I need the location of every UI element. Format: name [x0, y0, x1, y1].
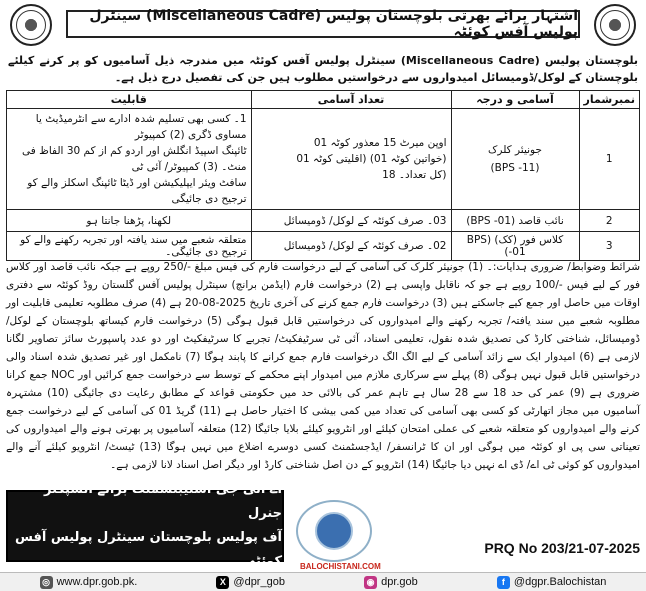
post-name: جونیئر کلرک — [488, 144, 542, 156]
terms-and-conditions: شرائط وضوابط/ ضروری ہدایات:۔ (1) جونیئر کلرک کی آسامی کے لیے درخواست فارم کی فیس مبلغ -/250 روپے ہے جبکہ نائب قاصد اور کلاس فور کے لیے فیس -/100 روپے ہے جو کہ ناقابل واپسی ہے (2) درخواست فارم (ایڈمن برانچ) سینٹرل پولیس آفس گلستان روڈ کوئٹہ سے دفتری اوقات میں حاصل اور جمع کیے جاسکتے ہیں (3) درخواست فارم جمع کرنے کی آخری تاریخ 2025-08-20 ہے (4) صرف مطلوبہ تعلیمی قابلیت اور مطلوبہ شعبے میں سند یافتہ/ تجربہ رکھنے والے امیدواروں کی درخواستیں قابل قبول ہوگی (5) درخواست فارم کیساتھ بلوچستان کے لوکل/ڈومیسائل، شناختی کارڈ کی تصدیق شدہ نقول، تعلیمی اسناد، آئی ٹی سرٹیفکیٹ/ تجربے کا سرٹیفکیٹ اور دو عدد پاسپورٹ سائز تصاویر لگانا لازمی ہے (6) امیدوار ایک سے زائد آسامی کے لیے الگ الگ درخواست فارم جمع کرانے کا پابند ہوگا (7) نامکمل اور غیر تصدیق شدہ اسناد والی درخواستیں قابل قبول نہیں ہوگی (8) پہلے سے سرکاری ملازم میں امیدوار اپنے محکمے کے توسط سے درخواست جمع کرائیں اور NOC جمع کرانا ضروری ہے (9) عمر کی حد 18 سے 28 سال ہے تاہم عمر کی بالائی حد میں حکومتی قواعد کے مطابق رعایت دی جائیگی (10) مشتہرہ آسامیوں میں مجاز اتھارٹی کو کسی بھی آسامی کی تعداد میں کمی بیشی کا اختیار حاصل ہے (11) گریڈ 01 کی آسامی کے لیے درخواست جمع کرنے والے امیدواروں کو متعلقہ شعبے کی عملی امتحان کیلئے اور انٹرویو کیلئے بلایا جائیگا (12) متعلقہ آسامیوں پر بھرتی ہونے والے امیدواروں کی تعیناتی سی پی او کوئٹہ میں ہوگی اور ان کا ٹرانسفر/ ایڈجسٹمنٹ کسی دوسرے اضلاع میں نہیں ہوگا (13) ٹیسٹ/ انٹرویو کیلئے آنے والے امیدواروں کو کوئی ٹی اے/ ڈی اے نہیں دیا جائیگا (14) انٹرویو کے دن اصل شناختی کارڈ اور دیگر اصل اسناد لانا لازمی ہے۔ — [6, 261, 641, 471]
prq-number: PRQ No 203/21-07-2025 — [484, 540, 640, 556]
row-qualification — [7, 109, 252, 210]
row-count: 02۔ صرف کوئٹہ کے لوکل/ ڈومیسائل — [251, 232, 451, 261]
police-emblem-icon — [10, 4, 52, 46]
header-no: نمبرشمار — [579, 91, 640, 109]
count-line: (کل تعداد۔ 18 — [382, 169, 447, 181]
facebook-icon: f — [497, 576, 510, 589]
row-count: 03۔ صرف کوئٹہ کے لوکل/ ڈومیسائل — [251, 210, 451, 232]
social-instagram[interactable] — [364, 576, 418, 589]
x-twitter-icon: X — [216, 576, 229, 589]
police-emblem-icon — [594, 4, 636, 46]
social-label: @dgpr.Balochistan — [513, 576, 607, 588]
globe-icon: ◎ — [40, 576, 53, 589]
row-post: نائب قاصد (BPS -01) — [451, 210, 579, 232]
qualification-line: ٹائپنگ اسپیڈ انگلش اور اردو کم از کم 30 الفاظ فی منٹ۔ (3) کمپیوٹر/ آئی ٹی — [22, 145, 247, 173]
vacancy-table — [6, 90, 640, 261]
row-no: 2 — [579, 210, 640, 232]
qualification-line: سافٹ ویئر ایپلیکیشن اور ڈیٹا ٹائپنگ اسکلز والے کو ترجیح دی جائیگی — [27, 177, 247, 205]
table-row — [7, 232, 640, 261]
header — [6, 4, 640, 46]
row-post: کلاس فور (کک) (BPS -01) — [451, 232, 579, 261]
watermark-seal-icon — [296, 500, 372, 562]
table-header-row — [7, 91, 640, 109]
row-qualification: متعلقہ شعبے میں سند یافتہ اور تجربہ رکھنے والے کو ترجیح دی جائیگی۔ — [7, 232, 252, 261]
social-label: @dpr_gob — [233, 576, 285, 588]
page-title: اشتہار برائے بھرتی بلوچستان پولیس (Miscellaneous Cadre) سینٹرل پولیس آفس کوئٹہ — [66, 10, 580, 38]
social-x[interactable] — [216, 576, 285, 589]
watermark-site: BALOCHISTANI.COM — [300, 562, 381, 571]
header-qualification: قابلیت — [7, 91, 252, 109]
row-no: 1 — [579, 109, 640, 210]
issuer-box — [6, 482, 284, 569]
social-label: www.dpr.gob.pk. — [56, 576, 138, 588]
issuer-line: آف پولیس بلوچستان سینٹرل پولیس آفس کوئٹہ — [14, 530, 282, 569]
post-bps: (BPS -11) — [490, 162, 540, 174]
social-label: dpr.gob — [381, 576, 418, 588]
issuer-line: اے آئی جی اسٹیبلشمنٹ برائے انسپکٹر جنرل — [44, 482, 282, 521]
intro-text: بلوچستان پولیس (Miscellaneous Cadre) سینٹرل پولیس آفس کوئٹہ میں مندرجہ ذیل آسامیوں کو پر کرنے کیلئے بلوچستان کے لوکل/ڈومیسائل امیدواروں سے درخواستیں مطلوب ہیں جن کی تفصیل درج ذیل ہے۔ — [8, 54, 639, 84]
count-line: (خواتین کوٹہ 01) (اقلیتی کوٹہ 01 — [296, 153, 447, 165]
social-bar — [0, 572, 646, 591]
row-post — [451, 109, 579, 210]
count-line: اوپن میرٹ 15 معذور کوٹہ 01 — [313, 137, 447, 149]
social-website[interactable] — [40, 576, 138, 589]
row-count — [251, 109, 451, 210]
social-facebook[interactable] — [497, 576, 607, 589]
row-no: 3 — [579, 232, 640, 261]
table-row — [7, 210, 640, 232]
header-post: آسامی و درجہ — [451, 91, 579, 109]
qualification-line: 1۔ کسی بھی تسلیم شدہ ادارے سے انٹرمیڈیٹ یا مساوی ڈگری (2) کمپیوٹر — [35, 113, 247, 141]
row-qualification: لکھنا، پڑھنا جانتا ہو — [7, 210, 252, 232]
header-count: تعداد آسامی — [251, 91, 451, 109]
instagram-icon: ◉ — [364, 576, 377, 589]
table-row — [7, 109, 640, 210]
